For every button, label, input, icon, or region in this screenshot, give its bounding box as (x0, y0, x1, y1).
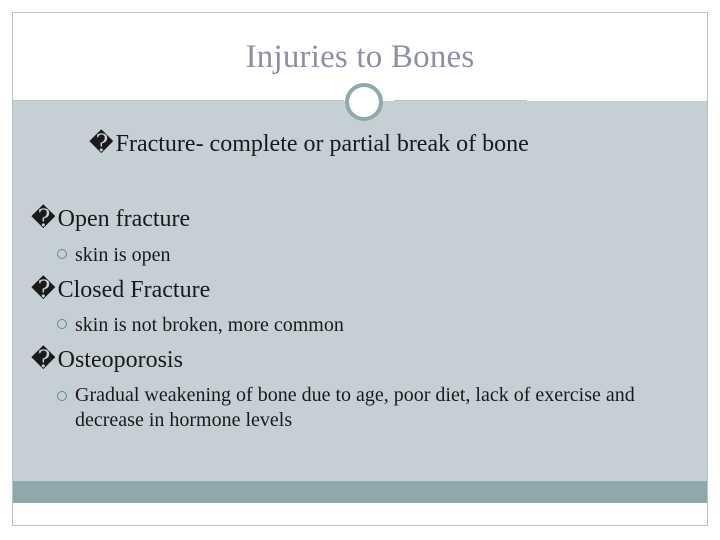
list-item-open-fracture (31, 204, 190, 233)
footer-bar (13, 481, 707, 503)
sub-item-text: skin is not broken, more common (75, 314, 344, 336)
list-item-label: Closed Fracture (57, 277, 211, 303)
sub-item-osteoporosis (57, 383, 635, 433)
lead-bullet (89, 129, 529, 158)
circle-bullet-icon (57, 249, 67, 259)
lead-bullet-text: Fracture- complete or partial break of bone (115, 131, 529, 157)
sub-item-closed-fracture (57, 314, 344, 337)
missing-glyph-icon: � (89, 131, 114, 157)
missing-glyph-icon: � (31, 206, 56, 232)
list-item-label: Open fracture (57, 206, 191, 232)
list-item-label: Osteoporosis (57, 347, 183, 373)
circle-bullet-icon (57, 319, 67, 329)
list-item-closed-fracture (31, 275, 210, 304)
list-item-osteoporosis (31, 345, 183, 374)
circle-bullet-icon (57, 391, 67, 401)
circle-ornament-icon (345, 83, 383, 121)
slide-title: Injuries to Bones (245, 39, 475, 75)
sub-item-open-fracture (57, 244, 171, 267)
sub-item-text: Gradual weakening of bone due to age, poor diet, lack of exercise and decrease in hormone levels (75, 384, 635, 431)
sub-item-text: skin is open (75, 244, 171, 266)
missing-glyph-icon: � (31, 347, 56, 373)
slide (12, 12, 708, 526)
missing-glyph-icon: � (31, 277, 56, 303)
